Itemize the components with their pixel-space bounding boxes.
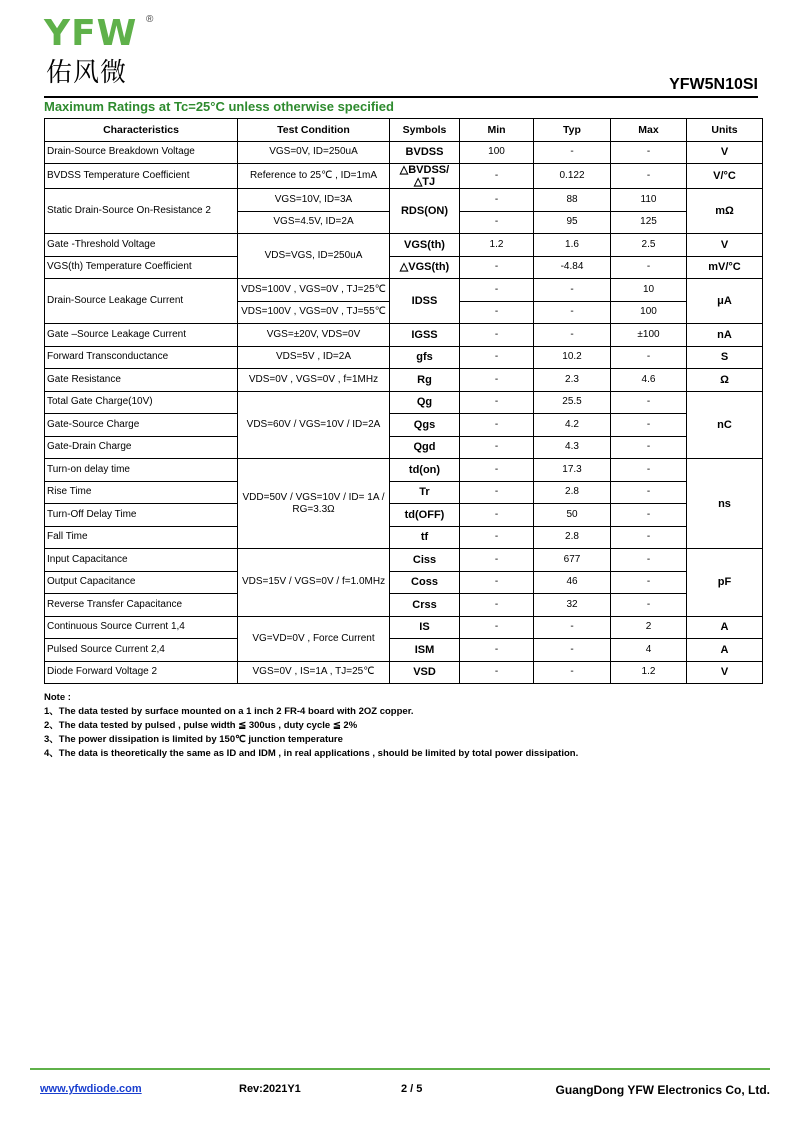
max-cell: - <box>611 571 687 594</box>
typ-cell: 95 <box>534 211 611 234</box>
max-cell: - <box>611 549 687 572</box>
unit-cell: mΩ <box>687 189 763 234</box>
table-row <box>45 661 763 684</box>
typ-cell: 2.8 <box>534 526 611 549</box>
max-cell: 10 <box>611 279 687 302</box>
note-item: 4、The data is theoretically the same as ID and IDM , in real applications , should be limited by total power dissipation. <box>44 748 579 759</box>
table-row <box>45 189 763 212</box>
symbol-cell: Qgs <box>390 414 460 437</box>
symbol-cell: gfs <box>390 346 460 369</box>
max-cell: - <box>611 414 687 437</box>
note-item: 2、The data tested by pulsed , pulse width ≦ 300us , duty cycle ≦ 2% <box>44 720 358 731</box>
max-cell: - <box>611 164 687 189</box>
symbol-cell: Tr <box>390 481 460 504</box>
max-cell: - <box>611 526 687 549</box>
typ-cell: 46 <box>534 571 611 594</box>
characteristic-cell: Static Drain-Source On-Resistance 2 <box>45 189 238 234</box>
condition-cell: VGS=0V, ID=250uA <box>238 141 390 164</box>
min-cell: - <box>460 616 534 639</box>
symbol-cell: Qgd <box>390 436 460 459</box>
unit-cell: mV/°C <box>687 256 763 279</box>
max-cell: ±100 <box>611 324 687 347</box>
min-cell: - <box>460 369 534 392</box>
table-header-row <box>45 119 763 142</box>
min-cell: - <box>460 481 534 504</box>
column-header: Test Condition <box>238 119 390 142</box>
typ-cell: - <box>534 639 611 662</box>
max-cell: 125 <box>611 211 687 234</box>
condition-cell: VGS=4.5V, ID=2A <box>238 211 390 234</box>
typ-cell: 50 <box>534 504 611 527</box>
notes-section <box>44 691 762 761</box>
symbol-cell: △BVDSS/△TJ <box>390 164 460 189</box>
logo-text: YFW <box>44 13 138 54</box>
characteristic-cell: Turn-Off Delay Time <box>45 504 238 527</box>
characteristic-cell: Diode Forward Voltage 2 <box>45 661 238 684</box>
min-cell: - <box>460 526 534 549</box>
unit-cell: ns <box>687 459 763 549</box>
unit-cell: nA <box>687 324 763 347</box>
unit-cell: nC <box>687 391 763 459</box>
typ-cell: 4.2 <box>534 414 611 437</box>
condition-cell: VDS=100V , VGS=0V , TJ=55℃ <box>238 301 390 324</box>
min-cell: - <box>460 661 534 684</box>
symbol-cell: td(OFF) <box>390 504 460 527</box>
symbol-cell: tf <box>390 526 460 549</box>
typ-cell: 88 <box>534 189 611 212</box>
unit-cell: A <box>687 616 763 639</box>
symbol-cell: RDS(ON) <box>390 189 460 234</box>
characteristic-cell: Fall Time <box>45 526 238 549</box>
max-cell: - <box>611 256 687 279</box>
section-title: Maximum Ratings at Tc=25°C unless otherwise specified <box>44 99 394 114</box>
min-cell: - <box>460 459 534 482</box>
characteristic-cell: Output Capacitance <box>45 571 238 594</box>
characteristic-cell: Rise Time <box>45 481 238 504</box>
table-row <box>45 594 763 617</box>
typ-cell: -4.84 <box>534 256 611 279</box>
unit-cell: μA <box>687 279 763 324</box>
symbol-cell: Qg <box>390 391 460 414</box>
company-logo <box>44 14 164 96</box>
typ-cell: - <box>534 279 611 302</box>
symbol-cell: td(on) <box>390 459 460 482</box>
table-row <box>45 324 763 347</box>
characteristic-cell: Drain-Source Breakdown Voltage <box>45 141 238 164</box>
table-row <box>45 279 763 302</box>
max-cell: 2.5 <box>611 234 687 257</box>
max-cell: 2 <box>611 616 687 639</box>
website-link[interactable]: www.yfwdiode.com <box>40 1083 142 1095</box>
logo-chinese-name: 佑风微 <box>46 58 128 88</box>
typ-cell: 677 <box>534 549 611 572</box>
max-cell: 100 <box>611 301 687 324</box>
column-header: Typ <box>534 119 611 142</box>
condition-cell: VDS=15V / VGS=0V / f=1.0MHz <box>238 549 390 617</box>
typ-cell: 2.3 <box>534 369 611 392</box>
max-cell: 110 <box>611 189 687 212</box>
max-cell: - <box>611 391 687 414</box>
min-cell: - <box>460 211 534 234</box>
max-cell: 4.6 <box>611 369 687 392</box>
ratings-table <box>44 118 763 684</box>
typ-cell: 25.5 <box>534 391 611 414</box>
symbol-cell: △VGS(th) <box>390 256 460 279</box>
unit-cell: A <box>687 639 763 662</box>
min-cell: - <box>460 436 534 459</box>
table-row <box>45 616 763 639</box>
header-divider <box>44 96 758 98</box>
max-cell: - <box>611 504 687 527</box>
min-cell: 100 <box>460 141 534 164</box>
min-cell: - <box>460 414 534 437</box>
min-cell: - <box>460 256 534 279</box>
company-name: GuangDong YFW Electronics Co, Ltd. <box>555 1083 770 1097</box>
min-cell: - <box>460 571 534 594</box>
characteristic-cell: Gate-Source Charge <box>45 414 238 437</box>
condition-cell: VDS=60V / VGS=10V / ID=2A <box>238 391 390 459</box>
unit-cell: S <box>687 346 763 369</box>
max-cell: - <box>611 346 687 369</box>
condition-cell: VGS=±20V, VDS=0V <box>238 324 390 347</box>
unit-cell: Ω <box>687 369 763 392</box>
table-row <box>45 141 763 164</box>
footer-divider <box>30 1068 770 1070</box>
min-cell: - <box>460 279 534 302</box>
table-row <box>45 164 763 189</box>
characteristic-cell: Pulsed Source Current 2,4 <box>45 639 238 662</box>
min-cell: - <box>460 346 534 369</box>
max-cell: - <box>611 594 687 617</box>
condition-cell: VDS=0V , VGS=0V , f=1MHz <box>238 369 390 392</box>
column-header: Characteristics <box>45 119 238 142</box>
typ-cell: - <box>534 661 611 684</box>
table-row <box>45 414 763 437</box>
min-cell: - <box>460 301 534 324</box>
column-header: Symbols <box>390 119 460 142</box>
typ-cell: - <box>534 141 611 164</box>
typ-cell: 17.3 <box>534 459 611 482</box>
min-cell: - <box>460 594 534 617</box>
characteristic-cell: Gate-Drain Charge <box>45 436 238 459</box>
symbol-cell: Ciss <box>390 549 460 572</box>
symbol-cell: VSD <box>390 661 460 684</box>
table-row <box>45 234 763 257</box>
typ-cell: 0.122 <box>534 164 611 189</box>
min-cell: - <box>460 549 534 572</box>
condition-cell: VDS=VGS, ID=250uA <box>238 234 390 279</box>
min-cell: 1.2 <box>460 234 534 257</box>
symbol-cell: IGSS <box>390 324 460 347</box>
table-row <box>45 549 763 572</box>
condition-cell: VDD=50V / VGS=10V / ID= 1A / RG=3.3Ω <box>238 459 390 549</box>
characteristic-cell: Turn-on delay time <box>45 459 238 482</box>
unit-cell: V <box>687 141 763 164</box>
table-row <box>45 436 763 459</box>
table-row <box>45 504 763 527</box>
unit-cell: V <box>687 234 763 257</box>
condition-cell: Reference to 25℃ , ID=1mA <box>238 164 390 189</box>
condition-cell: VG=VD=0V , Force Current <box>238 616 390 661</box>
typ-cell: 4.3 <box>534 436 611 459</box>
condition-cell: VGS=10V, ID=3A <box>238 189 390 212</box>
table-row <box>45 391 763 414</box>
note-item: 3、The power dissipation is limited by 150℃ junction temperature <box>44 734 343 745</box>
column-header: Max <box>611 119 687 142</box>
symbol-cell: BVDSS <box>390 141 460 164</box>
characteristic-cell: Total Gate Charge(10V) <box>45 391 238 414</box>
characteristic-cell: Reverse Transfer Capacitance <box>45 594 238 617</box>
characteristic-cell: Gate Resistance <box>45 369 238 392</box>
characteristic-cell: BVDSS Temperature Coefficient <box>45 164 238 189</box>
min-cell: - <box>460 164 534 189</box>
typ-cell: 10.2 <box>534 346 611 369</box>
condition-cell: VGS=0V , IS=1A , TJ=25℃ <box>238 661 390 684</box>
unit-cell: V/°C <box>687 164 763 189</box>
typ-cell: - <box>534 301 611 324</box>
symbol-cell: ISM <box>390 639 460 662</box>
column-header: Units <box>687 119 763 142</box>
min-cell: - <box>460 504 534 527</box>
typ-cell: 1.6 <box>534 234 611 257</box>
condition-cell: VDS=5V , ID=2A <box>238 346 390 369</box>
min-cell: - <box>460 324 534 347</box>
min-cell: - <box>460 391 534 414</box>
characteristic-cell: Input Capacitance <box>45 549 238 572</box>
table-row <box>45 481 763 504</box>
symbol-cell: Crss <box>390 594 460 617</box>
symbol-cell: Rg <box>390 369 460 392</box>
typ-cell: 32 <box>534 594 611 617</box>
symbol-cell: VGS(th) <box>390 234 460 257</box>
characteristic-cell: Gate –Source Leakage Current <box>45 324 238 347</box>
max-cell: - <box>611 481 687 504</box>
table-row <box>45 571 763 594</box>
max-cell: - <box>611 141 687 164</box>
table-row <box>45 639 763 662</box>
unit-cell: V <box>687 661 763 684</box>
table-row <box>45 256 763 279</box>
note-item: 1、The data tested by surface mounted on a 1 inch 2 FR-4 board with 2OZ copper. <box>44 706 414 717</box>
symbol-cell: IDSS <box>390 279 460 324</box>
table-row <box>45 526 763 549</box>
page-number: 2 / 5 <box>401 1083 423 1095</box>
max-cell: 1.2 <box>611 661 687 684</box>
part-number: YFW5N10SI <box>669 76 758 93</box>
typ-cell: - <box>534 616 611 639</box>
characteristic-cell: Gate -Threshold Voltage <box>45 234 238 257</box>
table-row <box>45 459 763 482</box>
condition-cell: VDS=100V , VGS=0V , TJ=25℃ <box>238 279 390 302</box>
registered-mark: ® <box>146 14 154 25</box>
characteristic-cell: Continuous Source Current 1,4 <box>45 616 238 639</box>
typ-cell: - <box>534 324 611 347</box>
characteristic-cell: Forward Transconductance <box>45 346 238 369</box>
table-row <box>45 369 763 392</box>
characteristic-cell: VGS(th) Temperature Coefficient <box>45 256 238 279</box>
unit-cell: pF <box>687 549 763 617</box>
min-cell: - <box>460 639 534 662</box>
revision-label: Rev:2021Y1 <box>239 1083 301 1095</box>
max-cell: - <box>611 459 687 482</box>
table-row <box>45 346 763 369</box>
typ-cell: 2.8 <box>534 481 611 504</box>
max-cell: - <box>611 436 687 459</box>
column-header: Min <box>460 119 534 142</box>
characteristic-cell: Drain-Source Leakage Current <box>45 279 238 324</box>
notes-title: Note : <box>44 692 71 703</box>
max-cell: 4 <box>611 639 687 662</box>
symbol-cell: IS <box>390 616 460 639</box>
min-cell: - <box>460 189 534 212</box>
symbol-cell: Coss <box>390 571 460 594</box>
